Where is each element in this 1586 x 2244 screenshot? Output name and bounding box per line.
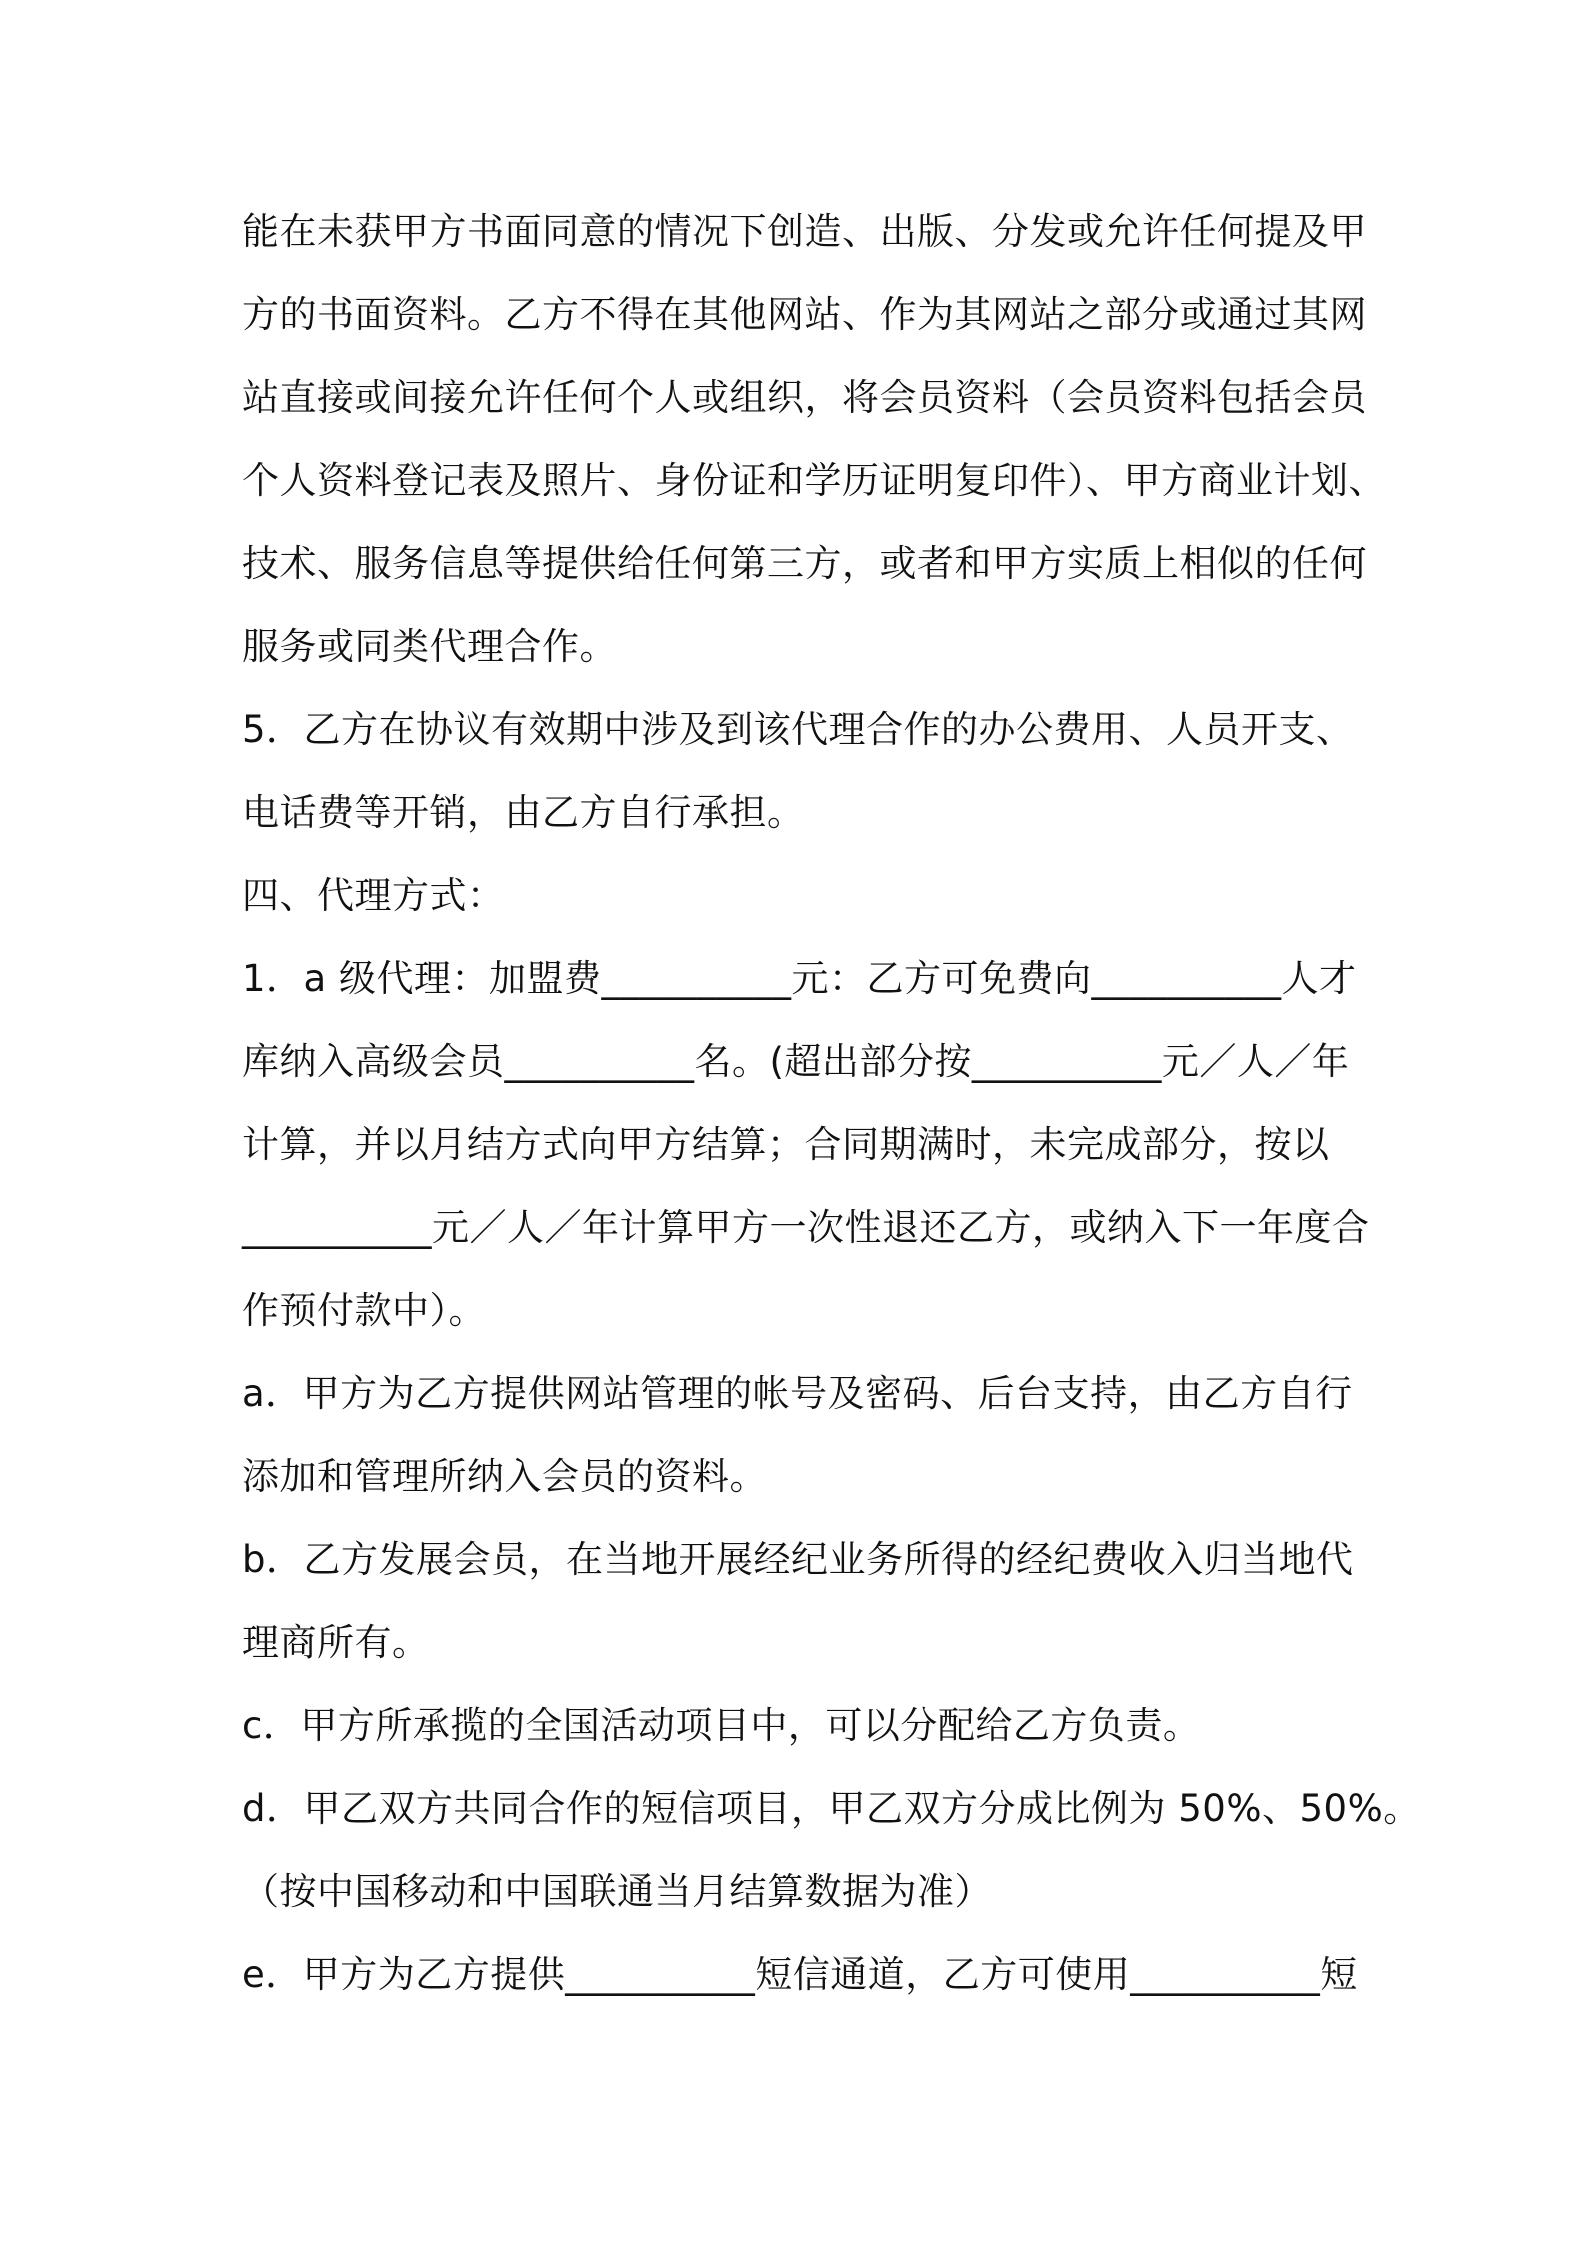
clause-a: a．甲方为乙方提供网站管理的帐号及密码、后台支持，由乙方自行 — [242, 1372, 1353, 1415]
clause-d: d．甲乙双方共同合作的短信项目，甲乙双方分成比例为 50%、50%。 — [242, 1787, 1421, 1830]
clause-5: 5．乙方在协议有效期中涉及到该代理合作的办公费用、人员开支、 — [242, 708, 1354, 751]
text-line: 技术、服务信息等提供给任何第三方，或者和甲方实质上相似的任何 — [242, 542, 1367, 585]
clause-b: b．乙方发展会员，在当地开展经纪业务所得的经纪费收入归当地代 — [242, 1538, 1354, 1581]
clause-c: c．甲方所承揽的全国活动项目中，可以分配给乙方负责。 — [242, 1704, 1201, 1747]
clause-e: e．甲方为乙方提供__________短信通道，乙方可使用__________短 — [242, 1953, 1358, 1996]
text-line: 电话费等开销，由乙方自行承担。 — [242, 791, 805, 834]
clause-1: 1．a 级代理：加盟费__________元：乙方可免费向__________人才 — [242, 957, 1357, 1000]
text-line: 个人资料登记表及照片、身份证和学历证明复印件）、甲方商业计划、 — [242, 459, 1386, 502]
text-line: 方的书面资料。乙方不得在其他网站、作为其网站之部分或通过其网 — [242, 293, 1367, 336]
text-line: 添加和管理所纳入会员的资料。 — [242, 1455, 767, 1498]
text-line: 库纳入高级会员__________名。(超出部分按__________元／人／年 — [242, 1040, 1350, 1083]
text-line: 能在未获甲方书面同意的情况下创造、出版、分发或允许任何提及甲 — [242, 210, 1367, 253]
text-line: __________元／人／年计算甲方一次性退还乙方，或纳入下一年度合 — [242, 1206, 1370, 1249]
section-heading: 四、代理方式： — [242, 874, 505, 917]
text-line: 站直接或间接允许任何个人或组织，将会员资料（会员资料包括会员 — [242, 376, 1367, 419]
text-line: （按中国移动和中国联通当月结算数据为准） — [242, 1870, 992, 1913]
text-line: 理商所有。 — [242, 1621, 430, 1664]
text-line: 计算，并以月结方式向甲方结算；合同期满时，未完成部分，按以 — [242, 1123, 1330, 1166]
text-line: 作预付款中）。 — [242, 1289, 486, 1332]
text-line: 服务或同类代理合作。 — [242, 625, 617, 668]
